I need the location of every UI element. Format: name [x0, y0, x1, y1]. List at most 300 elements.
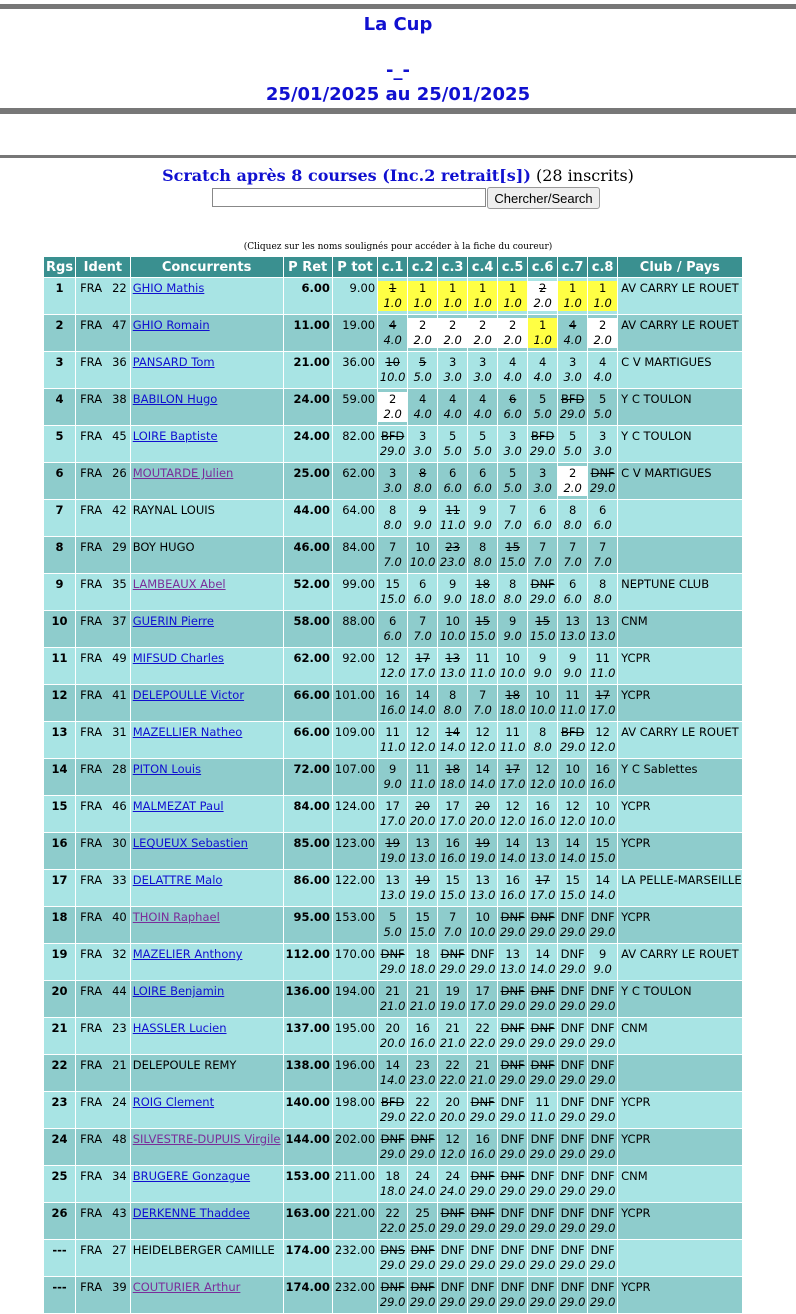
- rank-cell: 24: [44, 1129, 75, 1165]
- race-cell: [498, 1092, 527, 1128]
- race-cell: [558, 1018, 587, 1054]
- ident-cell: [76, 722, 130, 758]
- sail-number: 36: [112, 355, 127, 369]
- race-cell: [378, 389, 407, 425]
- table-row: [44, 574, 742, 610]
- race-result: 21: [385, 984, 400, 998]
- race-result: 14: [475, 762, 490, 776]
- race-points: 3.0: [473, 370, 492, 384]
- competitor-cell: [131, 574, 283, 610]
- race-cell: [468, 870, 497, 906]
- total-points-cell: 211.00: [333, 1166, 377, 1202]
- competitor-link[interactable]: LEQUEUX Sebastien: [132, 836, 248, 850]
- table-row: [44, 944, 742, 980]
- rank-cell: 22: [44, 1055, 75, 1091]
- club-cell: YCPR: [618, 1129, 741, 1165]
- race-cell: [408, 611, 437, 647]
- sail-number: 37: [112, 614, 127, 628]
- race-cell: [528, 981, 557, 1017]
- race-points: 12.0: [379, 666, 406, 680]
- race-points: 12.0: [499, 814, 526, 828]
- race-points: 21.0: [439, 1036, 466, 1050]
- race-points: 15.0: [469, 629, 496, 643]
- race-result: 7: [568, 540, 577, 554]
- competitor-link[interactable]: GHIO Romain: [132, 318, 210, 332]
- race-points: 29.0: [589, 1295, 616, 1309]
- race-cell: [408, 1055, 437, 1091]
- ident-cell: [76, 537, 130, 573]
- table-header-row: [44, 257, 742, 277]
- race-cell: [588, 1240, 617, 1276]
- competitor-cell: [131, 1018, 283, 1054]
- race-result: 5: [388, 910, 397, 924]
- race-cell: [408, 648, 437, 684]
- race-result: DNF: [530, 1206, 555, 1220]
- race-cell: [468, 685, 497, 721]
- race-result: 21: [445, 1021, 460, 1035]
- total-points-cell: 9.00: [333, 278, 377, 314]
- race-points: 25.0: [409, 1221, 436, 1235]
- rank-cell: 12: [44, 685, 75, 721]
- club-cell: AV CARRY LE ROUET: [618, 278, 741, 314]
- race-points: 14.0: [499, 851, 526, 865]
- rank-cell: 16: [44, 833, 75, 869]
- race-points: 22.0: [379, 1221, 406, 1235]
- competitor-link[interactable]: PANSARD Tom: [132, 355, 215, 369]
- race-result: 11: [475, 651, 490, 665]
- club-cell: YCPR: [618, 796, 741, 832]
- total-points-cell: 59.00: [333, 389, 377, 425]
- club-cell: YCPR: [618, 1092, 741, 1128]
- race-points: 16.0: [589, 777, 616, 791]
- column-header: c.3: [438, 257, 467, 277]
- race-points: 20.0: [439, 1110, 466, 1124]
- race-cell: [378, 1240, 407, 1276]
- race-cell: [588, 426, 617, 462]
- competitor-link[interactable]: THOIN Raphael: [132, 910, 220, 924]
- race-cell: [588, 500, 617, 536]
- race-result: 8: [388, 503, 397, 517]
- race-cell: [408, 1277, 437, 1313]
- race-points: 18.0: [469, 592, 496, 606]
- race-cell: [468, 1240, 497, 1276]
- race-result: 16: [535, 799, 550, 813]
- total-points-cell: 92.00: [333, 648, 377, 684]
- race-points: 5.0: [563, 444, 582, 458]
- race-result: 17: [535, 873, 550, 887]
- sail-number: 48: [112, 1132, 127, 1146]
- sail-number: 27: [112, 1243, 127, 1257]
- race-result: 9: [388, 762, 397, 776]
- race-points: 5.0: [593, 407, 612, 421]
- race-points: 13.0: [469, 888, 496, 902]
- race-points: 18.0: [409, 962, 436, 976]
- race-points: 9.0: [533, 666, 552, 680]
- race-result: 12: [595, 725, 610, 739]
- race-points: 2.0: [528, 296, 557, 311]
- race-result: 16: [415, 1021, 430, 1035]
- race-cell: [408, 1129, 437, 1165]
- net-points-cell: 84.00: [284, 796, 332, 832]
- competitor-link[interactable]: ROIG Clement: [132, 1095, 215, 1109]
- race-cell: [378, 352, 407, 388]
- race-cell: [438, 1203, 467, 1239]
- race-cell: [378, 685, 407, 721]
- race-result: 8: [448, 688, 457, 702]
- race-points: 10.0: [409, 555, 436, 569]
- race-cell: [438, 1055, 467, 1091]
- net-points-cell: 144.00: [284, 1129, 332, 1165]
- total-points-cell: 232.00: [333, 1240, 377, 1276]
- ident-cell: [76, 426, 130, 462]
- race-result: 4: [508, 355, 517, 369]
- race-cell: [558, 574, 587, 610]
- race-result: 15: [505, 540, 520, 554]
- race-result: DNF: [440, 1243, 465, 1257]
- race-points: 29.0: [469, 1258, 496, 1272]
- competitor-link[interactable]: GHIO Mathis: [132, 281, 205, 295]
- rank-cell: 11: [44, 648, 75, 684]
- race-points: 10.0: [439, 629, 466, 643]
- race-cell: [588, 648, 617, 684]
- race-result: 16: [445, 836, 460, 850]
- rank-cell: 26: [44, 1203, 75, 1239]
- rank-cell: 9: [44, 574, 75, 610]
- column-header: c.4: [468, 257, 497, 277]
- competitor-link[interactable]: DERKENNE Thaddee: [132, 1206, 250, 1220]
- race-result: 4: [478, 392, 487, 406]
- rank-cell: 2: [44, 315, 75, 351]
- race-points: 17.0: [379, 814, 406, 828]
- column-header: P tot: [333, 257, 377, 277]
- net-points-cell: 24.00: [284, 426, 332, 462]
- race-cell: [498, 870, 527, 906]
- race-points: 29.0: [439, 962, 466, 976]
- race-points: 6.0: [533, 518, 552, 532]
- results-title: Scratch après 8 courses (Inc.2 retrait[s]): [162, 166, 531, 185]
- race-result: 5: [508, 466, 517, 480]
- column-header: c.6: [528, 257, 557, 277]
- club-cell: NEPTUNE CLUB: [618, 574, 741, 610]
- race-result: 11: [535, 1095, 550, 1109]
- nationality: FRA: [80, 1206, 103, 1220]
- race-cell: [588, 611, 617, 647]
- race-result: DNF: [440, 1206, 465, 1220]
- race-points: 3.0: [563, 370, 582, 384]
- race-points: 5.0: [503, 481, 522, 495]
- race-points: 4.0: [593, 370, 612, 384]
- total-points-cell: 170.00: [333, 944, 377, 980]
- race-points: 16.0: [469, 1147, 496, 1161]
- competitor-link[interactable]: COUTURIER Arthur: [132, 1280, 241, 1294]
- race-cell: [528, 463, 557, 499]
- race-result: 7: [448, 910, 457, 924]
- race-result: DNF: [590, 1021, 615, 1035]
- net-points-cell: 11.00: [284, 315, 332, 351]
- search-button[interactable]: Chercher/Search: [487, 187, 600, 209]
- competitor-cell: [131, 1129, 283, 1165]
- race-cell: [588, 1018, 617, 1054]
- competitor-link[interactable]: MAZELLIER Natheo: [132, 725, 243, 739]
- race-cell: [438, 648, 467, 684]
- race-cell: [378, 981, 407, 1017]
- race-cell: [378, 315, 407, 351]
- race-points: 21.0: [469, 1073, 496, 1087]
- race-result: 19: [445, 984, 460, 998]
- sail-number: 32: [112, 947, 127, 961]
- competitor-cell: [131, 426, 283, 462]
- race-result: 13: [505, 947, 520, 961]
- net-points-cell: 137.00: [284, 1018, 332, 1054]
- race-result: DNF: [560, 1058, 585, 1072]
- race-cell: [498, 833, 527, 869]
- competitor-link[interactable]: BABILON Hugo: [132, 392, 218, 406]
- rank-cell: 17: [44, 870, 75, 906]
- race-cell: [528, 500, 557, 536]
- race-points: 6.0: [503, 407, 522, 421]
- race-result: 1: [438, 281, 467, 296]
- competitor-link[interactable]: MIFSUD Charles: [132, 651, 225, 665]
- race-points: 29.0: [559, 999, 586, 1013]
- race-points: 24.0: [409, 1184, 436, 1198]
- race-result: 13: [565, 614, 580, 628]
- race-points: 7.0: [443, 925, 462, 939]
- competitor-cell: [131, 278, 283, 314]
- ident-cell: [76, 1055, 130, 1091]
- race-points: 14.0: [529, 962, 556, 976]
- race-result: BFD: [560, 392, 585, 406]
- table-row: [44, 1166, 742, 1202]
- race-cell: [378, 870, 407, 906]
- race-cell: [558, 611, 587, 647]
- race-result: 21: [475, 1058, 490, 1072]
- race-cell: [588, 1166, 617, 1202]
- race-result: 15: [415, 910, 430, 924]
- nationality: FRA: [80, 688, 103, 702]
- search-input[interactable]: [212, 188, 486, 207]
- race-cell: [378, 1092, 407, 1128]
- competitor-link[interactable]: LOIRE Benjamin: [132, 984, 225, 998]
- race-points: 29.0: [439, 1221, 466, 1235]
- race-result: 11: [445, 503, 460, 517]
- race-points: 2.0: [378, 407, 407, 422]
- race-result: 10: [415, 540, 430, 554]
- race-cell: [438, 1277, 467, 1313]
- race-cell: [468, 648, 497, 684]
- race-cell: [528, 537, 557, 573]
- race-points: 29.0: [589, 1221, 616, 1235]
- race-points: 29.0: [409, 1295, 436, 1309]
- total-points-cell: 99.00: [333, 574, 377, 610]
- race-points: 15.0: [499, 555, 526, 569]
- race-result: DNF: [590, 1132, 615, 1146]
- net-points-cell: 86.00: [284, 870, 332, 906]
- race-points: 29.0: [529, 592, 556, 606]
- race-points: 17.0: [409, 666, 436, 680]
- race-result: DNF: [470, 1095, 495, 1109]
- race-points: 5.0: [533, 407, 552, 421]
- net-points-cell: 72.00: [284, 759, 332, 795]
- race-cell: [438, 500, 467, 536]
- race-cell: [528, 426, 557, 462]
- race-cell: [558, 426, 587, 462]
- race-points: 7.0: [383, 555, 402, 569]
- race-result: 13: [535, 836, 550, 850]
- race-result: DNF: [470, 1280, 495, 1294]
- competitor-link[interactable]: SILVESTRE-DUPUIS Virgile: [132, 1132, 281, 1146]
- race-result: 6: [418, 577, 427, 591]
- race-cell: [558, 1240, 587, 1276]
- competitor-link[interactable]: HASSLER Lucien: [132, 1021, 227, 1035]
- race-result: 1: [378, 281, 407, 296]
- race-result: DNF: [440, 947, 465, 961]
- total-points-cell: 123.00: [333, 833, 377, 869]
- race-result: DNF: [560, 984, 585, 998]
- club-cell: AV CARRY LE ROUET: [618, 722, 741, 758]
- race-cell: [528, 611, 557, 647]
- race-result: 13: [595, 614, 610, 628]
- race-cell: [408, 426, 437, 462]
- race-cell: [378, 1277, 407, 1313]
- race-cell: [378, 426, 407, 462]
- race-points: 8.0: [593, 592, 612, 606]
- table-row: [44, 1018, 742, 1054]
- total-points-cell: 198.00: [333, 1092, 377, 1128]
- race-points: 16.0: [439, 851, 466, 865]
- column-header: c.7: [558, 257, 587, 277]
- competitor-link[interactable]: MALMEZAT Paul: [132, 799, 224, 813]
- net-points-cell: 163.00: [284, 1203, 332, 1239]
- race-cell: [438, 1018, 467, 1054]
- race-result: 9: [568, 651, 577, 665]
- race-cell: [558, 722, 587, 758]
- race-points: 16.0: [379, 703, 406, 717]
- sail-number: 42: [112, 503, 127, 517]
- race-cell: [468, 315, 497, 351]
- race-cell: [408, 1092, 437, 1128]
- race-points: 29.0: [589, 1184, 616, 1198]
- competitor-cell: [131, 944, 283, 980]
- race-points: 5.0: [473, 444, 492, 458]
- competitor-link[interactable]: GUERIN Pierre: [132, 614, 214, 628]
- race-cell: [588, 685, 617, 721]
- race-points: 7.0: [533, 555, 552, 569]
- race-points: 29.0: [559, 1258, 586, 1272]
- race-cell: [588, 1203, 617, 1239]
- race-result: 12: [385, 651, 400, 665]
- competitor-link[interactable]: LAMBEAUX Abel: [132, 577, 226, 591]
- total-points-cell: 19.00: [333, 315, 377, 351]
- rank-cell: 13: [44, 722, 75, 758]
- total-points-cell: 232.00: [333, 1277, 377, 1313]
- race-cell: [468, 1166, 497, 1202]
- competitor-link[interactable]: PITON Louis: [132, 762, 202, 776]
- race-points: 13.0: [529, 851, 556, 865]
- competitor-link[interactable]: BRUGERE Gonzague: [132, 1169, 251, 1183]
- race-result: 13: [445, 651, 460, 665]
- total-points-cell: 153.00: [333, 907, 377, 943]
- race-cell: [408, 1240, 437, 1276]
- competitor-link[interactable]: LOIRE Baptiste: [132, 429, 218, 443]
- race-cell: [378, 1203, 407, 1239]
- race-result: 3: [448, 355, 457, 369]
- competitor-cell: [131, 537, 283, 573]
- rank-cell: 18: [44, 907, 75, 943]
- race-cell: [408, 870, 437, 906]
- race-cell: [378, 574, 407, 610]
- race-points: 14.0: [589, 888, 616, 902]
- nationality: FRA: [80, 947, 103, 961]
- ident-cell: [76, 944, 130, 980]
- ident-cell: [76, 907, 130, 943]
- club-cell: [618, 1240, 741, 1276]
- net-points-cell: 95.00: [284, 907, 332, 943]
- race-points: 29.0: [469, 1221, 496, 1235]
- table-row: [44, 722, 742, 758]
- race-cell: [408, 1166, 437, 1202]
- competitor-link[interactable]: MOUTARDE Julien: [132, 466, 234, 480]
- race-result: 17: [505, 762, 520, 776]
- race-points: 6.0: [563, 592, 582, 606]
- race-points: 2.0: [468, 333, 497, 348]
- rank-cell: 1: [44, 278, 75, 314]
- race-cell: [438, 944, 467, 980]
- competitor-link[interactable]: DELEPOULLE Victor: [132, 688, 245, 702]
- club-cell: Y C TOULON: [618, 426, 741, 462]
- race-result: 11: [595, 651, 610, 665]
- club-cell: C V MARTIGUES: [618, 463, 741, 499]
- club-cell: [618, 500, 741, 536]
- table-row: [44, 1055, 742, 1091]
- competitor-link[interactable]: MAZELIER Anthony: [132, 947, 243, 961]
- competitor-name: DELEPOULE REMY: [132, 1058, 237, 1072]
- race-result: DNF: [440, 1280, 465, 1294]
- table-row: [44, 1277, 742, 1313]
- race-result: 19: [385, 836, 400, 850]
- race-result: 18: [385, 1169, 400, 1183]
- race-points: 29.0: [589, 1110, 616, 1124]
- competitor-link[interactable]: DELATTRE Malo: [132, 873, 223, 887]
- sail-number: 47: [112, 318, 127, 332]
- race-result: DNF: [560, 1132, 585, 1146]
- race-result: 19: [415, 873, 430, 887]
- total-points-cell: 122.00: [333, 870, 377, 906]
- race-cell: [498, 1018, 527, 1054]
- race-result: 11: [505, 725, 520, 739]
- race-points: 29.0: [559, 740, 586, 754]
- nationality: FRA: [80, 836, 103, 850]
- race-result: 12: [535, 762, 550, 776]
- race-cell: [528, 870, 557, 906]
- nationality: FRA: [80, 614, 103, 628]
- race-result: 7: [598, 540, 607, 554]
- race-result: 19: [475, 836, 490, 850]
- race-result: DNF: [590, 984, 615, 998]
- race-cell: [468, 1055, 497, 1091]
- race-points: 5.0: [413, 370, 432, 384]
- race-points: 18.0: [439, 777, 466, 791]
- race-result: 4: [598, 355, 607, 369]
- nationality: FRA: [80, 466, 103, 480]
- race-result: DNF: [560, 910, 585, 924]
- race-cell: [558, 981, 587, 1017]
- race-result: DNF: [470, 1206, 495, 1220]
- race-result: 7: [418, 614, 427, 628]
- rank-cell: 20: [44, 981, 75, 1017]
- race-cell: [498, 389, 527, 425]
- net-points-cell: 25.00: [284, 463, 332, 499]
- net-points-cell: 24.00: [284, 389, 332, 425]
